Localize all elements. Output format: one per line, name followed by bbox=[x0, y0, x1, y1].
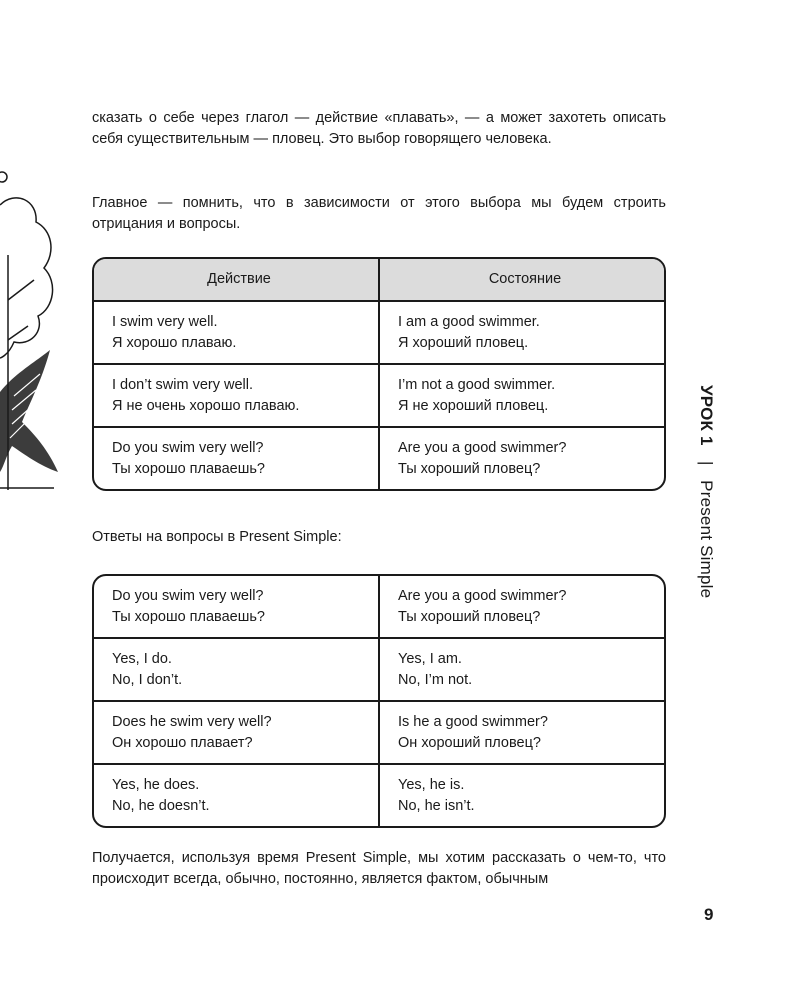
table-header-row bbox=[94, 259, 664, 301]
sidebar-separator: | bbox=[697, 460, 716, 466]
table-cell bbox=[94, 576, 379, 638]
table-cell bbox=[379, 427, 664, 489]
lesson-sidebar bbox=[696, 385, 716, 598]
cell-en: Is he a good swimmer? bbox=[398, 713, 548, 730]
table-row bbox=[94, 301, 664, 364]
page-number: 9 bbox=[704, 905, 714, 924]
table-cell bbox=[94, 701, 379, 764]
cell-ru: Я не хороший пловец. bbox=[398, 397, 549, 414]
table-row bbox=[94, 764, 664, 826]
header-action: Действие bbox=[94, 259, 379, 301]
cell-en: Yes, he is. bbox=[398, 776, 465, 793]
table-row bbox=[94, 364, 664, 427]
cell-en: No, I don’t. bbox=[112, 671, 183, 688]
table-row bbox=[94, 576, 664, 638]
cell-en: Yes, he does. bbox=[112, 776, 200, 793]
table-cell bbox=[379, 576, 664, 638]
answers-table bbox=[92, 574, 666, 828]
header-state: Состояние bbox=[379, 259, 664, 301]
cell-en: Are you a good swimmer? bbox=[398, 439, 567, 456]
cell-ru: Ты хороший пловец? bbox=[398, 608, 541, 625]
action-state-table bbox=[92, 257, 666, 491]
table-cell bbox=[379, 364, 664, 427]
cell-ru: Я хорошо плаваю. bbox=[112, 334, 237, 351]
cell-en: Are you a good swimmer? bbox=[398, 587, 567, 604]
cell-en: I’m not a good swimmer. bbox=[398, 376, 556, 393]
answers-intro-paragraph: Ответы на вопросы в Present Simple: bbox=[92, 529, 342, 545]
cell-en: No, he isn’t. bbox=[398, 797, 475, 814]
cell-en: I don’t swim very well. bbox=[112, 376, 254, 393]
table-cell bbox=[379, 638, 664, 701]
cell-en: Yes, I do. bbox=[112, 650, 172, 667]
cell-en: No, I’m not. bbox=[398, 671, 473, 688]
tree-illustration bbox=[0, 160, 70, 495]
cell-en: Does he swim very well? bbox=[112, 713, 272, 730]
intro-paragraph: сказать о себе через глагол — действие «плавать», — а может захотеть описать себя существительным — пловец. Это выбор говорящего человека. bbox=[92, 110, 666, 147]
table-cell bbox=[94, 364, 379, 427]
conclusion-paragraph: Получается, используя время Present Simple, мы хотим рассказать о чем-то, что происходит всегда, обычно, постоянно, является фактом, обычным bbox=[92, 850, 666, 887]
table-row bbox=[94, 638, 664, 701]
cell-en: No, he doesn’t. bbox=[112, 797, 210, 814]
cell-ru: Ты хороший пловец? bbox=[398, 460, 541, 477]
cell-ru: Я не очень хорошо плаваю. bbox=[112, 397, 300, 414]
cell-ru: Я хороший пловец. bbox=[398, 334, 529, 351]
cell-en: I swim very well. bbox=[112, 313, 218, 330]
cell-en: Do you swim very well? bbox=[112, 587, 264, 604]
cell-ru: Он хороший пловец? bbox=[398, 734, 541, 751]
main-point-paragraph: Главное — помнить, что в зависимости от этого выбора мы будем строить отрицания и вопросы. bbox=[92, 195, 666, 232]
table-cell bbox=[94, 764, 379, 826]
cell-en: Yes, I am. bbox=[398, 650, 462, 667]
table-cell bbox=[379, 764, 664, 826]
topic-label: Present Simple bbox=[697, 480, 716, 599]
table-cell bbox=[94, 638, 379, 701]
table-cell bbox=[379, 701, 664, 764]
table-row bbox=[94, 701, 664, 764]
cell-ru: Он хорошо плавает? bbox=[112, 734, 253, 751]
cell-en: I am a good swimmer. bbox=[398, 313, 540, 330]
table-cell bbox=[94, 427, 379, 489]
lesson-label: УРОК 1 bbox=[697, 385, 716, 446]
cell-ru: Ты хорошо плаваешь? bbox=[112, 460, 265, 477]
table-cell bbox=[379, 301, 664, 364]
cell-ru: Ты хорошо плаваешь? bbox=[112, 608, 265, 625]
cell-en: Do you swim very well? bbox=[112, 439, 264, 456]
table-row bbox=[94, 427, 664, 489]
table-cell bbox=[94, 301, 379, 364]
